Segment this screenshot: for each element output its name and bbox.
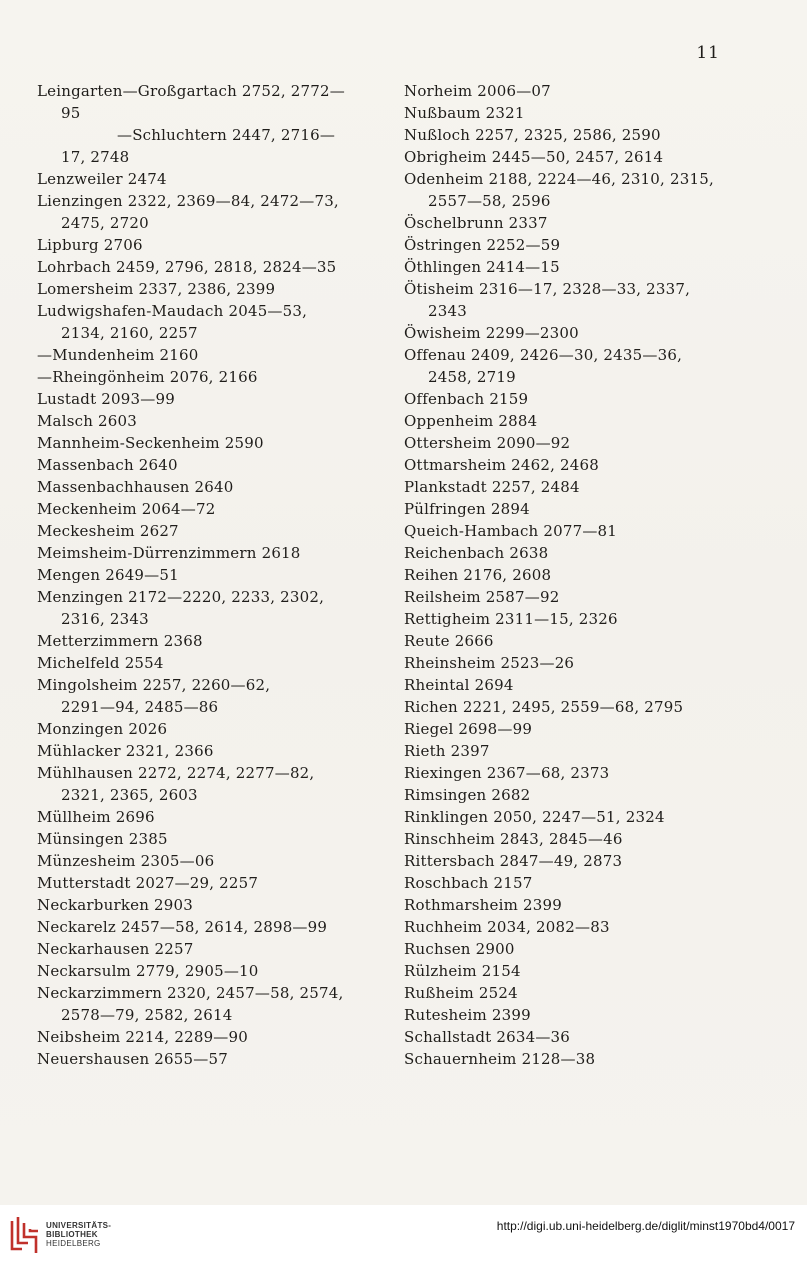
index-entry: Rimsingen 2682: [404, 786, 531, 804]
index-entry: —Rheingönheim 2076, 2166: [37, 368, 258, 386]
index-entry: Roschbach 2157: [404, 874, 533, 892]
index-entry-continuation: 95: [61, 104, 81, 122]
index-entry: Rußheim 2524: [404, 984, 518, 1002]
index-entry: Plankstadt 2257, 2484: [404, 478, 580, 496]
index-entry: Ottmarsheim 2462, 2468: [404, 456, 599, 474]
index-entry-continuation: 2321, 2365, 2603: [61, 786, 198, 804]
index-entry: Nußloch 2257, 2325, 2586, 2590: [404, 126, 661, 144]
index-entry: Lohrbach 2459, 2796, 2818, 2824—35: [37, 258, 337, 276]
index-entry: Ötisheim 2316—17, 2328—33, 2337,: [404, 280, 691, 298]
index-entry: Reichenbach 2638: [404, 544, 549, 562]
index-entry: Nußbaum 2321: [404, 104, 525, 122]
index-entry: Lienzingen 2322, 2369—84, 2472—73,: [37, 192, 339, 210]
index-entry: Mannheim-Seckenheim 2590: [37, 434, 264, 452]
index-entry: Riexingen 2367—68, 2373: [404, 764, 610, 782]
index-entry: Münzesheim 2305—06: [37, 852, 215, 870]
left-index-column: [37, 80, 397, 1070]
index-entry: Mühlacker 2321, 2366: [37, 742, 214, 760]
index-entry: Meckesheim 2627: [37, 522, 179, 540]
index-entry-continuation: 2291—94, 2485—86: [61, 698, 219, 716]
index-entry: Mühlhausen 2272, 2274, 2277—82,: [37, 764, 315, 782]
index-entry: Ottersheim 2090—92: [404, 434, 571, 452]
index-entry: Ruchheim 2034, 2082—83: [404, 918, 610, 936]
index-entry: Michelfeld 2554: [37, 654, 164, 672]
index-entry: Lipburg 2706: [37, 236, 143, 254]
library-name-line: HEIDELBERG: [46, 1239, 101, 1248]
library-logo-icon: [8, 1213, 42, 1257]
index-entry-continuation: 2343: [428, 302, 467, 320]
permalink-url[interactable]: http://digi.ub.uni-heidelberg.de/diglit/minst1970bd4/0017: [496, 1219, 795, 1233]
index-entry: Reihen 2176, 2608: [404, 566, 552, 584]
viewer-footer: [0, 1205, 807, 1265]
index-entry: Rittersbach 2847—49, 2873: [404, 852, 623, 870]
index-entry: Neckarburken 2903: [37, 896, 194, 914]
index-entry: Rheinsheim 2523—26: [404, 654, 575, 672]
index-entry: Müllheim 2696: [37, 808, 155, 826]
index-entry: Obrigheim 2445—50, 2457, 2614: [404, 148, 664, 166]
index-entry: Norheim 2006—07: [404, 82, 551, 100]
index-entry: Münsingen 2385: [37, 830, 168, 848]
index-entry-continuation: 17, 2748: [61, 148, 130, 166]
index-entry-continuation: 2578—79, 2582, 2614: [61, 1006, 233, 1024]
index-entry: Mutterstadt 2027—29, 2257: [37, 874, 259, 892]
right-index-column: [404, 80, 784, 1070]
index-entry: Neckarhausen 2257: [37, 940, 194, 958]
index-entry: Öthlingen 2414—15: [404, 258, 560, 276]
index-entry: Rettigheim 2311—15, 2326: [404, 610, 618, 628]
index-entry: Rinklingen 2050, 2247—51, 2324: [404, 808, 665, 826]
index-entry: Riegel 2698—99: [404, 720, 533, 738]
index-entry-sub: —Schluchtern 2447, 2716—: [117, 126, 336, 144]
index-entry: Rothmarsheim 2399: [404, 896, 562, 914]
index-entry: Schauernheim 2128—38: [404, 1050, 596, 1068]
index-entry: Malsch 2603: [37, 412, 138, 430]
index-entry: Rinschheim 2843, 2845—46: [404, 830, 623, 848]
index-entry: Neckarelz 2457—58, 2614, 2898—99: [37, 918, 328, 936]
index-entry: Meimsheim-Dürrenzimmern 2618: [37, 544, 301, 562]
index-entry: Odenheim 2188, 2224—46, 2310, 2315,: [404, 170, 714, 188]
index-entry: —Mundenheim 2160: [37, 346, 199, 364]
index-entry: Schallstadt 2634—36: [404, 1028, 571, 1046]
index-entry: Offenau 2409, 2426—30, 2435—36,: [404, 346, 683, 364]
index-entry: Lustadt 2093—99: [37, 390, 175, 408]
index-entry-continuation: 2316, 2343: [61, 610, 149, 628]
index-entry: Mingolsheim 2257, 2260—62,: [37, 676, 271, 694]
index-entry-continuation: 2458, 2719: [428, 368, 516, 386]
index-entry: Oppenheim 2884: [404, 412, 538, 430]
index-entry: Lenzweiler 2474: [37, 170, 167, 188]
index-entry: Metterzimmern 2368: [37, 632, 203, 650]
index-entry: Rheintal 2694: [404, 676, 514, 694]
index-entry: Rülzheim 2154: [404, 962, 521, 980]
index-entry: Rutesheim 2399: [404, 1006, 531, 1024]
index-entry: Reilsheim 2587—92: [404, 588, 560, 606]
index-entry-continuation: 2475, 2720: [61, 214, 149, 232]
index-entry: Neckarsulm 2779, 2905—10: [37, 962, 259, 980]
index-entry: Meckenheim 2064—72: [37, 500, 216, 518]
library-name-line: UNIVERSITÄTS-: [46, 1221, 112, 1230]
index-entry-continuation: 2557—58, 2596: [428, 192, 551, 210]
page-number: 11: [696, 43, 720, 63]
index-entry: Offenbach 2159: [404, 390, 529, 408]
index-entry: Rieth 2397: [404, 742, 490, 760]
index-entry: Neckarzimmern 2320, 2457—58, 2574,: [37, 984, 344, 1002]
index-entry: Mengen 2649—51: [37, 566, 179, 584]
index-entry: Östringen 2252—59: [404, 236, 561, 254]
index-entry: Öschelbrunn 2337: [404, 214, 548, 232]
index-entry-continuation: 2134, 2160, 2257: [61, 324, 198, 342]
library-name: [46, 1221, 111, 1248]
index-entry: Ludwigshafen-Maudach 2045—53,: [37, 302, 308, 320]
index-entry: Öwisheim 2299—2300: [404, 324, 579, 342]
index-entry: Leingarten—Großgartach 2752, 2772—: [37, 82, 345, 100]
index-entry: Queich-Hambach 2077—81: [404, 522, 618, 540]
index-entry: Monzingen 2026: [37, 720, 168, 738]
index-entry: Reute 2666: [404, 632, 494, 650]
index-entry: Menzingen 2172—2220, 2233, 2302,: [37, 588, 325, 606]
index-entry: Richen 2221, 2495, 2559—68, 2795: [404, 698, 684, 716]
index-entry: Neibsheim 2214, 2289—90: [37, 1028, 248, 1046]
index-entry: Ruchsen 2900: [404, 940, 515, 958]
index-entry: Neuershausen 2655—57: [37, 1050, 228, 1068]
index-entry: Massenbach 2640: [37, 456, 178, 474]
index-entry: Pülfringen 2894: [404, 500, 530, 518]
library-name-line: BIBLIOTHEK: [46, 1230, 98, 1239]
index-entry: Massenbachhausen 2640: [37, 478, 234, 496]
index-entry: Lomersheim 2337, 2386, 2399: [37, 280, 276, 298]
